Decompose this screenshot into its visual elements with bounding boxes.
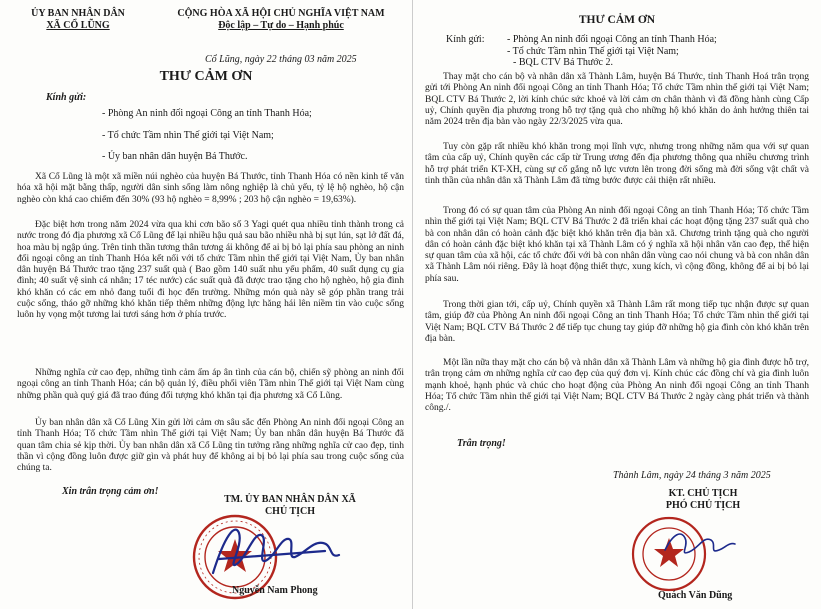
greeting: Kính gửi:: [446, 34, 485, 45]
recipient-item: - Tổ chức Tầm nhìn Thế giới tại Việt Nam;: [102, 129, 274, 141]
body-paragraph: Những nghĩa cử cao đẹp, những tình cảm ấm áp ân tình của cán bộ, chiến sỹ phòng an ninh đối ngoại công an tỉnh Thanh Hóa; cán bộ quản lý, điều phối viên Tầm nhìn Thế giới tại Việt Nam cùng những phần quà quý giá đã trao đúng đối tượng khó khăn tại địa phương xã Cổ Lũng.: [17, 368, 404, 401]
closing-line: Xin trân trọng cảm ơn!: [62, 486, 159, 497]
signer-name: Nguyễn Nam Phong: [232, 585, 318, 596]
body-paragraph: Đặc biệt hơn trong năm 2024 vừa qua khi cơn bão số 3 Yagi quét qua nhiều tỉnh thành trong cả nước trong đó địa phương xã Cổ Lũng để lại nhiều hậu quả sau bão nhiều nhà bị sụt lún, sạt lở đất đá, hoa màu bị ngập úng. Trên tinh thần tương thân tương ái không để ai bị bỏ lại phía sau phòng an ninh đối ngoại công an tỉnh Thanh Hóa kết nối với tổ chức Tầm nhìn thế giới tại Việt Nam, Ủy ban nhân dân huyện Bá Thước trao tặng 237 suất quà ( Bao gồm 140 suất nhu yếu phẩm, 40 suất dụng cụ gia đình; 40 suất vệ sinh cá nhân; 17 téc nước) các suất quà đã được trao tặng cho hộ nghèo, hộ gia đình khó khăn có các em nhỏ đang tuổi đi học đến trường. Những món quà này sẽ góp phần trang trải cuộc sống, tháo gỡ những khó khăn tiếp thêm những động lực hăng hái lên niềm tin vào cuộc sống luôn hy vọng một tương lai tươi sáng hơn ở phía trước.: [17, 220, 404, 321]
paragraph-text: Xin gửi lời cảm ơn sâu sắc đến Phòng An ninh đối ngoại Công an tỉnh Thanh Hóa; Tổ chức Tầm nhìn Thế giới tại Việt Nam; Ủy ban nhân dân huyện Bá Thước đã quan tâm chia sẻ kịp thời. Ủy ban nhân dân xã Cổ Lũng tin tưởng rằng những nghĩa cử cao đẹp, tinh thần vì cộng đồng luôn được giữ gìn và phát huy để không ai bị bỏ lại phía sau trong cuộc sống của chúng ta.: [17, 418, 404, 474]
body-paragraph: Tuy còn gặp rất nhiều khó khăn trong mọi lĩnh vực, nhưng trong những năm qua với sự quan tâm của cấp uỷ, Chính quyền các cấp từ Trung ương đến địa phương thông qua nhiều chương trình hỗ trợ phát triển KT-XH, cùng sự cố gắng nỗ lực vươn lên trong đời sống mà đời sống vật chất và tinh thần của nhân dân xã Thành Lâm đã từng bước được cải thiện rất nhiều.: [425, 142, 809, 186]
recipient-item: - BQL CTV Bá Thước 2.: [513, 57, 613, 69]
national-header: [150, 8, 412, 31]
letter-title: THƯ CẢM ƠN: [578, 14, 656, 26]
signature-block: [603, 488, 803, 511]
nation-name: CỘNG HÒA XÃ HỘI CHỦ NGHĨA VIỆT NAM: [177, 8, 385, 19]
national-motto: Độc lập – Tự do – Hạnh phúc: [218, 19, 344, 31]
body-paragraph: Thay mặt cho cán bộ và nhân dân xã Thành Lâm, huyện Bá Thước, tỉnh Thanh Hoá trân trọng gửi tới Phòng An ninh đối ngoại Công an tỉnh Thanh Hóa; Tổ chức Tầm nhìn thế giới tại Việt Nam; BQL CTV Bá Thước 2, lời kính chúc sức khoẻ và lời cảm ơn chân thành vì đã đồng hành cùng Cấp uỷ, Chính quyền địa phương trong hỗ trợ tặng quà cho những hộ khó khăn do ảnh hưởng thiên tai năm 2024 trên địa bàn vào ngày 22/3/2025 vừa qua.: [425, 72, 809, 128]
greeting: Kính gửi:: [46, 92, 87, 103]
body-paragraph: Trong đó có sự quan tâm của Phòng An ninh đối ngoại Công an tỉnh Thanh Hóa; Tổ chức Tầm nhìn thế giới tại Việt Nam; BQL CTV Bá Thước 2 đã triển khai các hoạt động tặng 237 suất quà cho bà con nhân dân có hoàn cảnh đặc biệt khó khăn trên địa bàn xã. Chương trình tặng quà cho người dân có hoàn cảnh đặc biệt khó khăn tại xã Thành Lâm có ý nghĩa xã hội nhân văn cao đẹp, thể hiện sự quan tâm của xã hội, các tổ chức đối với bà con nhân dân vùng cao nói chung và bà con nhân dân xã Thành Lâm nói riêng. Đây là hoạt động thiết thực, xung kích, vì cộng đồng, không để ai bị bỏ lại phía sau.: [425, 206, 809, 284]
recipient-item: - Phòng An ninh đối ngoại Công an tỉnh Thanh Hóa;: [507, 34, 717, 45]
sign-role: CHỦ TỊCH: [264, 505, 316, 517]
body-paragraph: [17, 418, 404, 474]
recipient-list: [102, 108, 402, 163]
body-paragraph: Xã Cổ Lũng là một xã miền núi nghèo của huyện Bá Thước, tỉnh Thanh Hóa có nền kinh tế văn hóa xã hội mặt bằng thấp, người dân sinh sống làm nông nghiệp là chủ yếu, tỷ lệ hộ nghèo, hộ cận nghèo còn khá cao chiếm đến 30% (93 hộ nghèo = 8,99% ; 203 hộ cận nghèo = 19,63%).: [17, 172, 404, 205]
signer-name: Quách Văn Dũng: [658, 590, 733, 601]
sign-org: TM. ỦY BAN NHÂN DÂN XÃ: [224, 494, 356, 505]
body-paragraph: Một lần nữa thay mặt cho cán bộ và nhân dân xã Thành Lâm và những hộ gia đình được hỗ trợ, trân trọng cảm ơn những nghĩa cử cao đẹp của quý đơn vị. Kính chúc các đồng chí và gia đình luôn mạnh khoẻ, hạnh phúc và chúc cho hoạt động của Phòng An ninh đối ngoại Công an tỉnh Thanh Hóa; Tổ chức Tầm nhìn thế giới tại Việt Nam; BQL CTV Bá Thước 2 ngày càng phát triển và thành công./.: [425, 358, 809, 414]
body-paragraph: Trong thời gian tới, cấp uỷ, Chính quyền xã Thành Lâm rất mong tiếp tục nhận được sự quan tâm, giúp đỡ của Phòng An ninh đối ngoại Công an tỉnh Thanh Hóa; Tổ chức Tầm nhìn thế giới tại Việt Nam; BQL CTV Bá Thước 2 để tiếp tục chung tay giúp đỡ những hộ gia đình còn khó khăn trên địa bàn.: [425, 300, 809, 344]
handwritten-signature-icon: [205, 515, 355, 585]
sign-org: KT. CHỦ TỊCH: [668, 488, 738, 499]
closing-line: Trân trọng!: [457, 438, 506, 449]
recipient-item: - Tổ chức Tầm nhìn Thế giới tại Việt Nam;: [507, 45, 679, 57]
handwritten-signature-icon: [659, 520, 739, 570]
recipient-list: [507, 34, 807, 69]
org-line-2: XÃ CỔ LŨNG: [46, 19, 110, 31]
place-date: Cổ Lũng, ngày 22 tháng 03 năm 2025: [205, 54, 357, 65]
letter-title: THƯ CẢM ƠN: [159, 69, 253, 84]
place-date: Thành Lâm, ngày 24 tháng 3 năm 2025: [613, 470, 771, 481]
recipient-item: - Ủy ban nhân dân huyện Bá Thước.: [102, 151, 248, 163]
issuing-org: [8, 8, 148, 31]
sign-role: PHÓ CHỦ TỊCH: [665, 499, 741, 511]
paragraph-lead: Ủy ban nhân dân xã Cổ Lũng: [35, 418, 151, 428]
recipient-item: - Phòng An ninh đối ngoại Công an tỉnh Thanh Hóa;: [102, 108, 312, 119]
letter-thanh-lam: [413, 0, 821, 609]
org-line-1: ỦY BAN NHÂN DÂN: [31, 8, 125, 19]
